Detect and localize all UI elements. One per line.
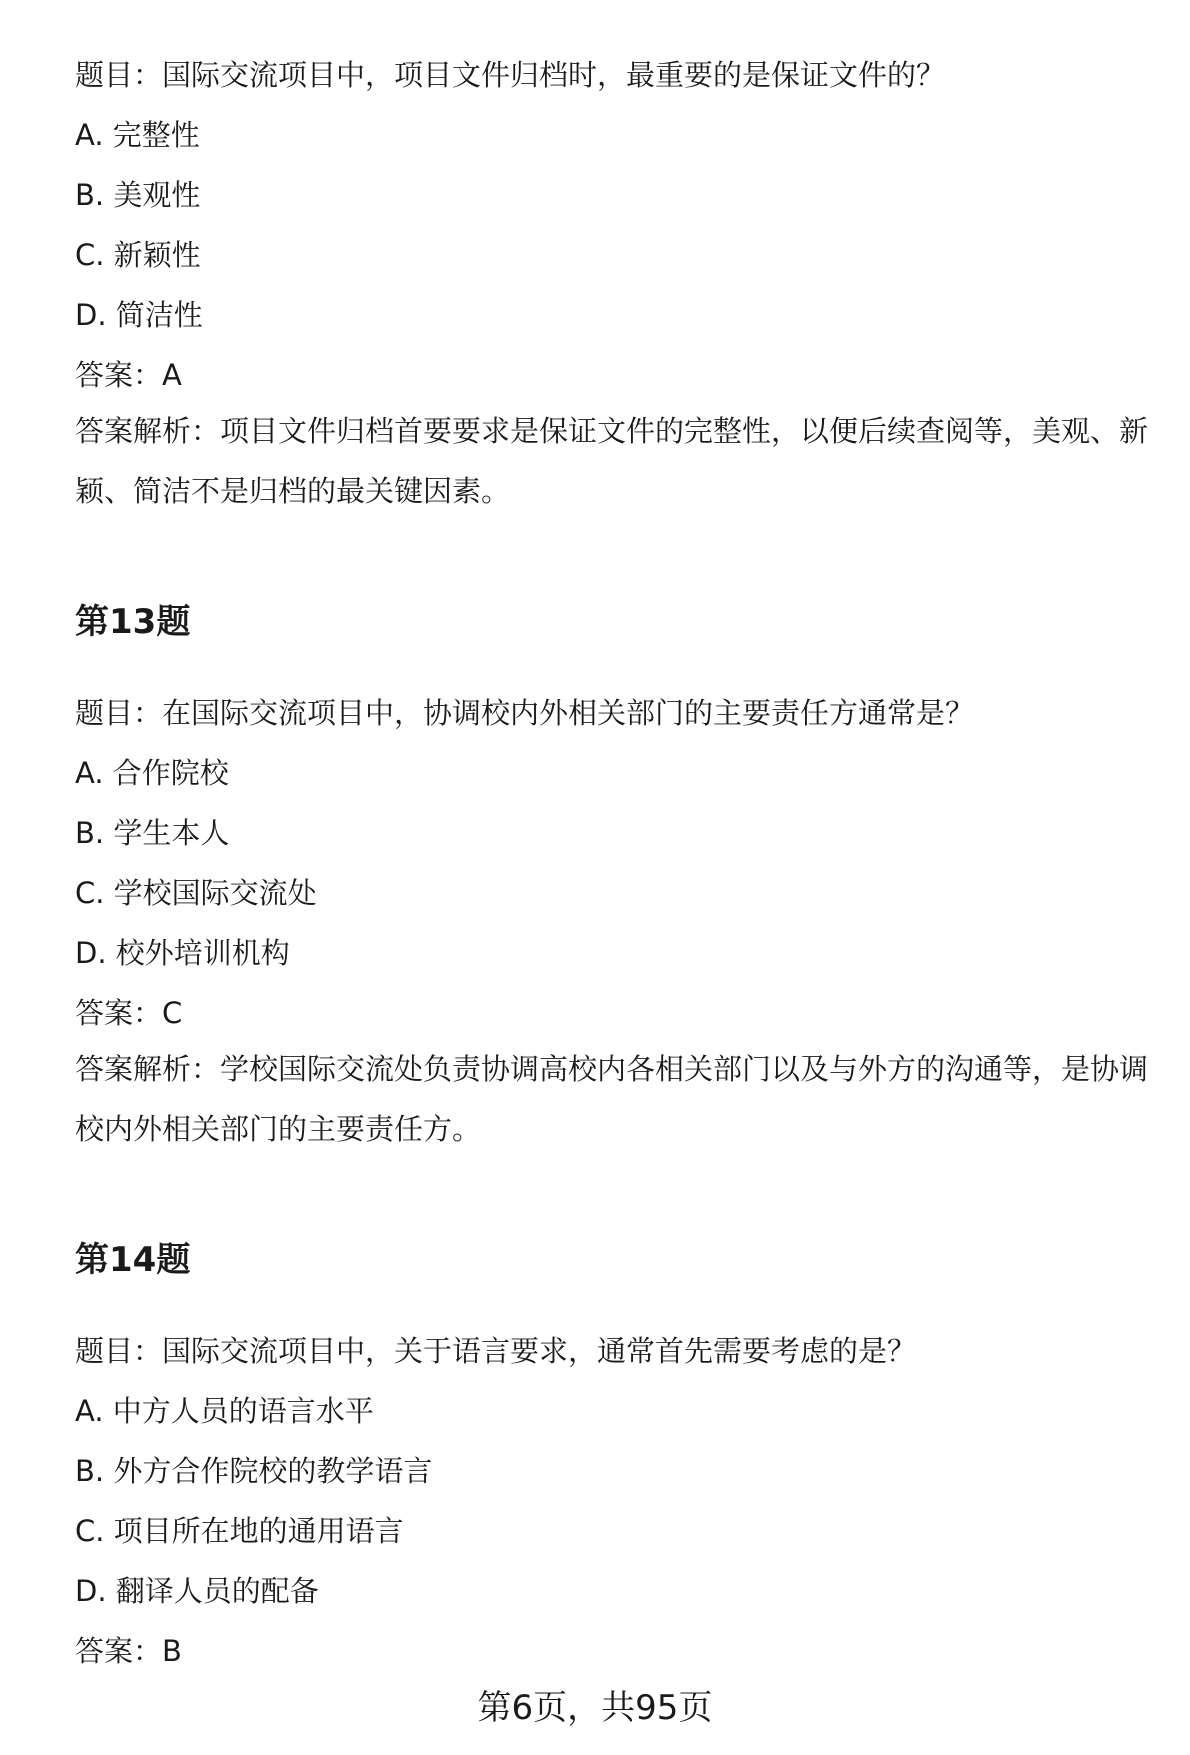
answer-explanation: 答案解析：项目文件归档首要要求是保证文件的完整性，以便后续查阅等，美观、新颖、简洁不是归档的最关键因素。 [75, 414, 1149, 508]
answer: 答案：C [75, 996, 183, 1030]
option-d: D. 翻译人员的配备 [75, 1574, 319, 1608]
document-page [75, 56, 1165, 1670]
option-c: C. 项目所在地的通用语言 [75, 1514, 404, 1548]
question-14 [75, 1332, 1165, 1670]
question-text: 题目：国际交流项目中，项目文件归档时，最重要的是保证文件的？ [75, 58, 946, 92]
option-b: B. 美观性 [75, 178, 201, 212]
option-c: C. 学校国际交流处 [75, 876, 317, 910]
answer-explanation: 答案解析：学校国际交流处负责协调高校内各相关部门以及与外方的沟通等，是协调校内外相关部门的主要责任方。 [75, 1052, 1149, 1146]
question-13 [75, 694, 1165, 1032]
answer: 答案：B [75, 1634, 182, 1668]
option-a: A. 完整性 [75, 118, 200, 152]
answer: 答案：A [75, 358, 182, 392]
option-a: A. 中方人员的语言水平 [75, 1394, 374, 1428]
option-c: C. 新颖性 [75, 238, 201, 272]
question-13-heading: 第13题 [75, 602, 191, 642]
page-number: 第6页，共95页 [477, 1688, 713, 1728]
question-14-heading: 第14题 [75, 1240, 191, 1280]
question-12 [75, 56, 1165, 394]
option-a: A. 合作院校 [75, 756, 229, 790]
option-d: D. 校外培训机构 [75, 936, 290, 970]
option-b: B. 外方合作院校的教学语言 [75, 1454, 433, 1488]
question-text: 题目：国际交流项目中，关于语言要求，通常首先需要考虑的是？ [75, 1334, 917, 1368]
option-b: B. 学生本人 [75, 816, 230, 850]
question-text: 题目：在国际交流项目中，协调校内外相关部门的主要责任方通常是？ [75, 696, 975, 730]
option-d: D. 简洁性 [75, 298, 203, 332]
